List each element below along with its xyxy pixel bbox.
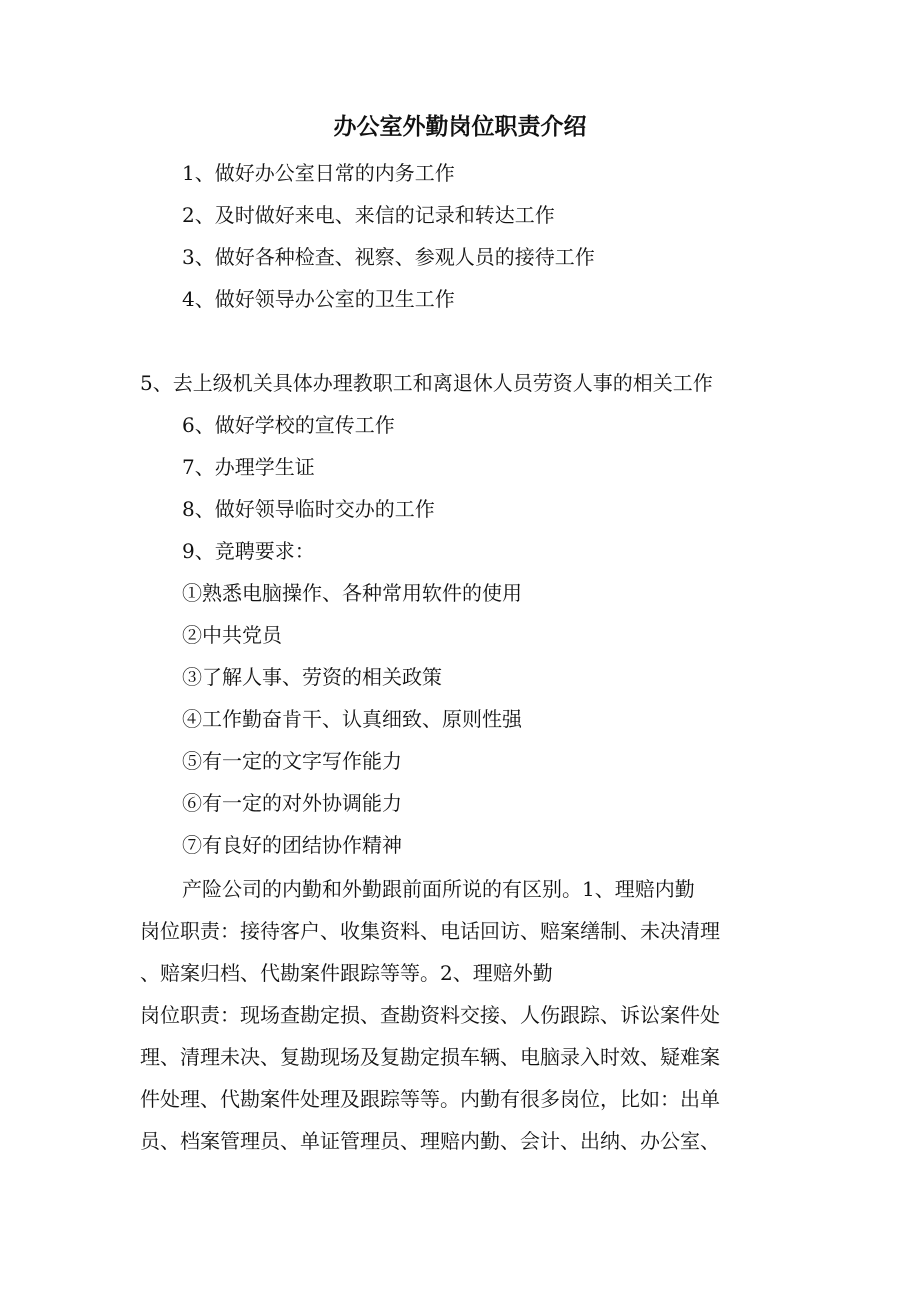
duty-item-8: 8、做好领导临时交办的工作 (182, 497, 435, 521)
requirement-6: ⑥有一定的对外协调能力 (182, 791, 402, 815)
paragraph-line-7: 员、档案管理员、单证管理员、理赔内勤、会计、出纳、办公室、 (140, 1129, 720, 1153)
duty-item-3: 3、做好各种检查、视察、参观人员的接待工作 (182, 245, 595, 269)
duty-item-9: 9、竞聘要求： (182, 539, 315, 563)
duty-item-2: 2、及时做好来电、来信的记录和转达工作 (182, 203, 555, 227)
requirement-1: ①熟悉电脑操作、各种常用软件的使用 (182, 581, 522, 605)
paragraph-line-5: 理、清理未决、复勘现场及复勘定损车辆、电脑录入时效、疑难案 (140, 1045, 720, 1069)
duty-item-7: 7、办理学生证 (182, 455, 315, 479)
paragraph-line-4: 岗位职责：现场查勘定损、查勘资料交接、人伤跟踪、诉讼案件处 (140, 1003, 720, 1027)
requirement-5: ⑤有一定的文字写作能力 (182, 749, 402, 773)
duty-item-5: 5、去上级机关具体办理教职工和离退休人员劳资人事的相关工作 (140, 371, 713, 395)
requirement-4: ④工作勤奋肯干、认真细致、原则性强 (182, 707, 522, 731)
requirement-3: ③了解人事、劳资的相关政策 (182, 665, 442, 689)
duty-item-4: 4、做好领导办公室的卫生工作 (182, 287, 455, 311)
requirement-2: ②中共党员 (182, 623, 282, 647)
paragraph-line-2: 岗位职责：接待客户、收集资料、电话回访、赔案缮制、未决清理 (140, 919, 720, 943)
paragraph-line-6: 件处理、代勘案件处理及跟踪等等。内勤有很多岗位，比如：出单 (140, 1087, 720, 1111)
document-title: 办公室外勤岗位职责介绍 (333, 113, 587, 140)
duty-item-6: 6、做好学校的宣传工作 (182, 413, 395, 437)
paragraph-line-1: 产险公司的内勤和外勤跟前面所说的有区别。1、理赔内勤 (182, 877, 695, 901)
duty-item-1: 1、做好办公室日常的内务工作 (182, 161, 455, 185)
paragraph-line-3: 、赔案归档、代勘案件跟踪等等。2、理赔外勤 (140, 961, 553, 985)
requirement-7: ⑦有良好的团结协作精神 (182, 833, 402, 857)
